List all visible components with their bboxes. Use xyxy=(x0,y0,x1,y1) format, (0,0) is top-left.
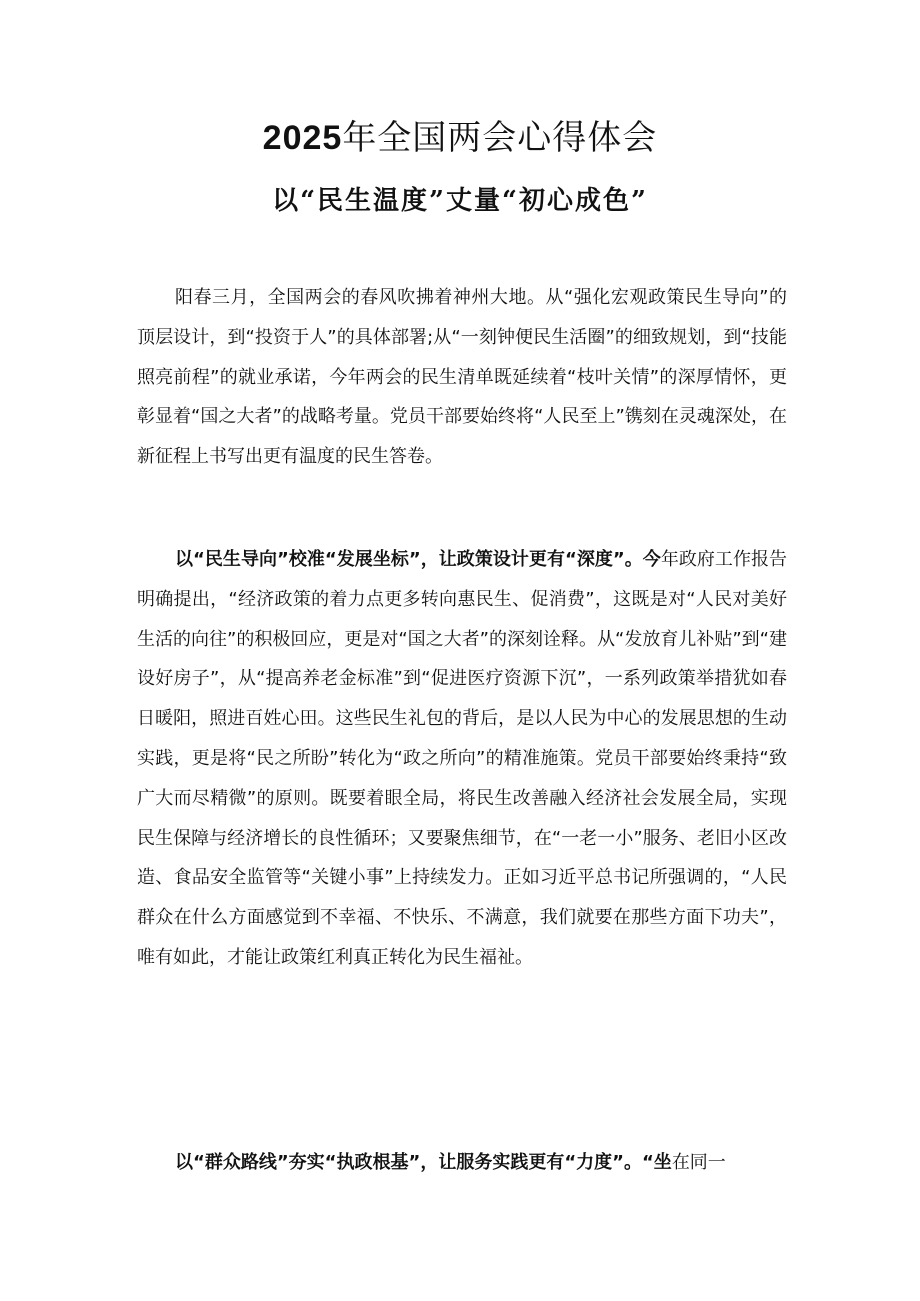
title-text: 年全国两会心得体会 xyxy=(342,118,658,158)
paragraph-text: 在同一 xyxy=(671,1152,726,1173)
document-title xyxy=(0,114,920,162)
paragraph-lead: 以“民生导向”校准“发展坐标”，让政策设计更有“深度”。今 xyxy=(175,549,661,570)
paragraph-text: 阳春三月，全国两会的春风吹拂着神州大地。从“强化宏观政策民生导向”的顶层设计，到“投资于人”的具体部署;从“一刻钟便民生活圈”的细致规划，到“技能照亮前程”的就业承诺，今年两会的民生清单既延续着“枝叶关情”的深厚情怀，更彰显着“国之大者”的战略考量。党员干部要始终将“人民至上”镌刻在灵魂深处，在新征程上书写出更有温度的民生答卷。 xyxy=(137,287,787,468)
paragraph-policy-depth xyxy=(137,540,787,978)
document-subtitle: 以“民生温度”丈量“初心成色” xyxy=(272,186,648,216)
paragraph-service-strength xyxy=(137,1143,787,1183)
paragraph-intro xyxy=(137,278,787,477)
title-year: 2025 xyxy=(262,119,343,157)
paragraph-lead: 以“群众路线”夯实“执政根基”，让服务实践更有“力度”。“坐 xyxy=(175,1152,672,1173)
paragraph-text: 年政府工作报告明确提出，“经济政策的着力点更多转向惠民生、促消费”，这既是对“人民对美好生活的向往”的积极回应，更是对“国之大者”的深刻诠释。从“发放育儿补贴”到“建设好房子”，从“提高养老金标准”到“促进医疗资源下沉”，一系列政策举措犹如春日暖阳，照进百姓心田。这些民生礼包的背后，是以人民为中心的发展思想的生动实践，更是将“民之所盼”转化为“政之所向”的精准施策。党员干部要始终秉持“致广大而尽精微”的原则。既要着眼全局，将民生改善融入经济社会发展全局，实现民生保障与经济增长的良性循环；又要聚焦细节，在“一老一小”服务、老旧小区改造、食品安全监管等“关键小事”上持续发力。正如习近平总书记所强调的，“人民群众在什么方面感觉到不幸福、不快乐、不满意，我们就要在那些方面下功夫”，唯有如此，才能让政策红利真正转化为民生福祉。 xyxy=(137,549,788,968)
